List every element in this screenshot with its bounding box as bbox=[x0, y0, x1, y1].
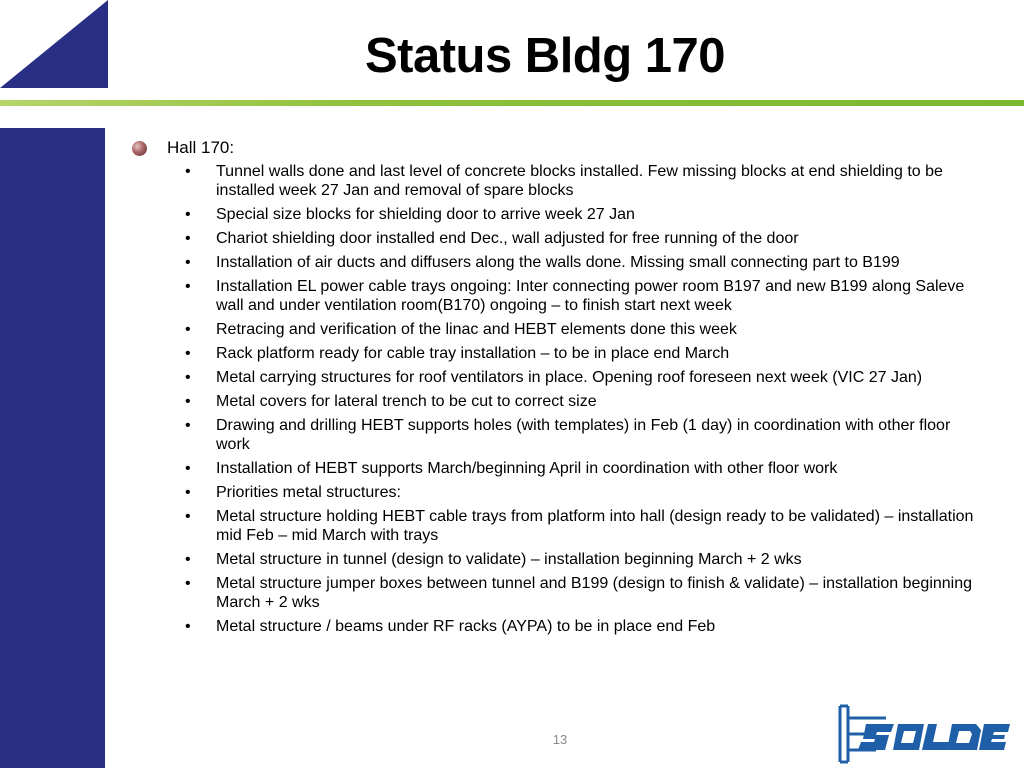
list-item-text: Metal structure jumper boxes between tunnel and B199 (design to finish & validate) – installation beginning March + 2 wks bbox=[216, 575, 973, 611]
list-item bbox=[128, 574, 978, 612]
list-item bbox=[128, 368, 978, 387]
bullet-dot-icon: • bbox=[185, 369, 191, 386]
slide-title: Status Bldg 170 bbox=[364, 29, 726, 83]
hie-solde-logo bbox=[836, 704, 1014, 764]
bullet-dot-icon: • bbox=[185, 551, 191, 568]
bullet-dot-icon: • bbox=[185, 321, 191, 338]
page-number: 13 bbox=[552, 732, 568, 747]
list-item bbox=[128, 162, 978, 200]
bullet-dot-icon: • bbox=[185, 254, 191, 271]
list-item bbox=[128, 507, 978, 545]
list-item bbox=[128, 392, 978, 411]
hall-heading: Hall 170: bbox=[167, 138, 235, 157]
list-item bbox=[128, 253, 978, 272]
list-item-text: Tunnel walls done and last level of concrete blocks installed. Few missing blocks at end shielding to be installed week 27 Jan and removal of spare blocks bbox=[216, 163, 943, 199]
level1-item-hall bbox=[128, 136, 978, 160]
list-item-text: Metal structure in tunnel (design to validate) – installation beginning March + 2 wks bbox=[216, 551, 802, 568]
bullet-dot-icon: • bbox=[185, 484, 191, 501]
bullet-dot-icon: • bbox=[185, 206, 191, 223]
list-item-text: Installation of air ducts and diffusers along the walls done. Missing small connecting part to B199 bbox=[216, 254, 900, 271]
list-item-text: Installation EL power cable trays ongoing: Inter connecting power room B197 and new B199 along Saleve wall and under ventilation room(B170) ongoing – to finish start next week bbox=[216, 278, 965, 314]
bullet-dot-icon: • bbox=[185, 417, 191, 434]
list-item bbox=[128, 416, 978, 454]
slide-content bbox=[128, 136, 978, 641]
list-item-text: Rack platform ready for cable tray installation – to be in place end March bbox=[216, 345, 730, 362]
sphere-bullet-icon bbox=[132, 141, 147, 156]
bullet-dot-icon: • bbox=[185, 508, 191, 525]
list-item-text: Special size blocks for shielding door to arrive week 27 Jan bbox=[216, 206, 635, 223]
bullet-dot-icon: • bbox=[185, 460, 191, 477]
list-item-text: Metal structure holding HEBT cable trays from platform into hall (design ready to be validated) – installation mid Feb – mid March with trays bbox=[216, 508, 974, 544]
bullet-dot-icon: • bbox=[185, 575, 191, 592]
list-item-text: Metal covers for lateral trench to be cut to correct size bbox=[216, 393, 597, 410]
bullet-dot-icon: • bbox=[185, 230, 191, 247]
list-item bbox=[128, 344, 978, 363]
list-item bbox=[128, 550, 978, 569]
corner-triangle-decoration bbox=[0, 0, 108, 88]
list-item-text: Retracing and verification of the linac and HEBT elements done this week bbox=[216, 321, 737, 338]
list-item-text: Metal carrying structures for roof ventilators in place. Opening roof foreseen next week (VIC 27 Jan) bbox=[216, 369, 923, 386]
bullet-dot-icon: • bbox=[185, 618, 191, 635]
bullet-list bbox=[128, 162, 978, 636]
bullet-dot-icon: • bbox=[185, 163, 191, 180]
list-item bbox=[128, 205, 978, 224]
navy-side-bar bbox=[0, 128, 105, 768]
bullet-dot-icon: • bbox=[185, 345, 191, 362]
list-item bbox=[128, 229, 978, 248]
list-item bbox=[128, 617, 978, 636]
list-item-text: Drawing and drilling HEBT supports holes (with templates) in Feb (1 day) in coordination with other floor work bbox=[216, 417, 951, 453]
list-item-text: Installation of HEBT supports March/beginning April in coordination with other floor work bbox=[216, 460, 838, 477]
list-item-text: Chariot shielding door installed end Dec., wall adjusted for free running of the door bbox=[216, 230, 799, 247]
list-item-text: Metal structure / beams under RF racks (AYPA) to be in place end Feb bbox=[216, 618, 716, 635]
bullet-dot-icon: • bbox=[185, 278, 191, 295]
green-accent-line bbox=[0, 100, 1024, 106]
bullet-dot-icon: • bbox=[185, 393, 191, 410]
list-item bbox=[128, 483, 978, 502]
list-item bbox=[128, 459, 978, 478]
list-item bbox=[128, 277, 978, 315]
list-item-text: Priorities metal structures: bbox=[216, 484, 401, 501]
list-item bbox=[128, 320, 978, 339]
